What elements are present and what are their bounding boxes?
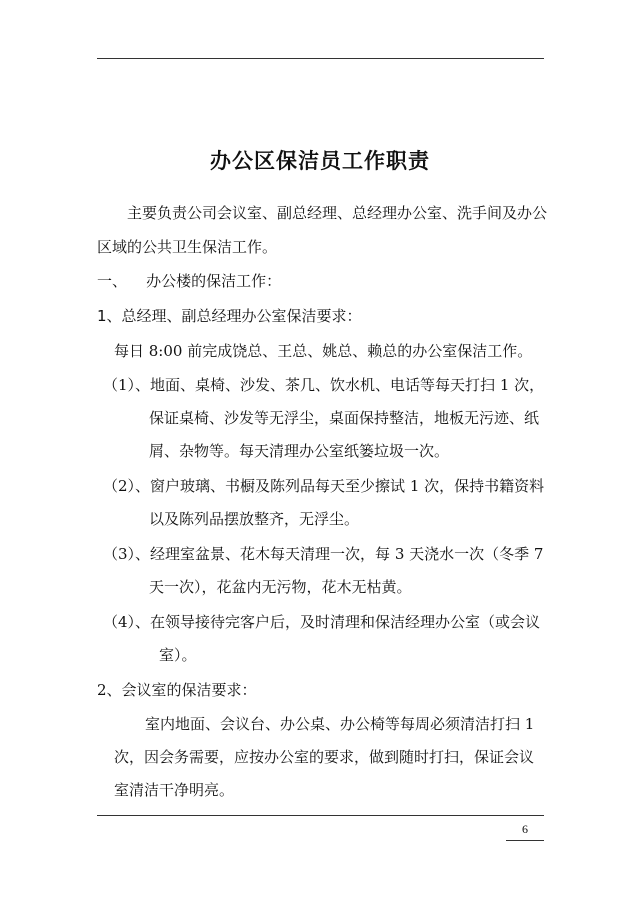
item-2-line-1: （2）、窗户玻璃、书橱及陈列品每天至少擦试 1 次，保持书籍资料: [103, 477, 545, 495]
subsection-heading-2: 2、会议室的保洁要求：: [97, 681, 257, 699]
meeting-line-2: 次，因会务需要，应按办公室的要求，做到随时打扫，保证会议: [114, 748, 535, 766]
item-1-line-1: （1）、地面、桌椅、沙发、茶几、饮水机、电话等每天打扫 1 次，: [103, 376, 545, 394]
intro-line-2: 区域的公共卫生保洁工作。: [97, 238, 278, 256]
footer-rule: [97, 815, 544, 816]
section-heading-1: 一、 办公楼的保洁工作：: [97, 272, 282, 290]
page-number-underline: [506, 840, 544, 841]
subsection-heading-1: 1、总经理、副总经理办公室保洁要求：: [97, 307, 362, 325]
header-rule: [97, 58, 544, 59]
item-3-line-2: 天一次），花盆内无污物，花木无枯黄。: [149, 578, 412, 596]
document-title: 办公区保洁员工作职责: [210, 149, 430, 173]
item-4-line-1: （4）、在领导接待完客户后，及时清理和保洁经理办公室（或会议: [103, 613, 541, 631]
intro-line-1: 主要负责公司会议室、副总经理、总经理办公室、洗手间及办公: [127, 204, 548, 222]
item-1-line-2: 保证桌椅、沙发等无浮尘，桌面保持整洁，地板无污迹、纸: [149, 409, 540, 427]
item-4-line-2: 室）。: [159, 646, 197, 664]
meeting-line-1: 室内地面、会议台、办公桌、办公椅等每周必须清洁打扫 1: [145, 715, 535, 733]
meeting-line-3: 室清洁干净明亮。: [114, 781, 235, 799]
item-2-line-2: 以及陈列品摆放整齐，无浮尘。: [149, 510, 360, 528]
item-3-line-1: （3）、经理室盆景、花木每天清理一次，每 3 天浇水一次（冬季 7: [103, 545, 544, 563]
page-number: 6: [522, 822, 528, 836]
daily-requirement: 每日 8:00 前完成饶总、王总、姚总、赖总的办公室保洁工作。: [114, 342, 533, 360]
item-1-line-3: 屑、杂物等。每天清理办公室纸篓垃圾一次。: [149, 442, 450, 460]
